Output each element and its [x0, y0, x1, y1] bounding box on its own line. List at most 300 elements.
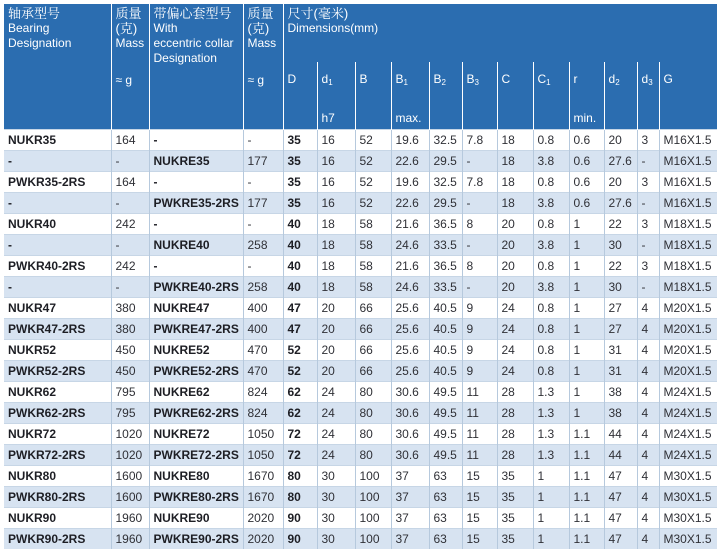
- table-cell: 37: [391, 507, 429, 528]
- table-row: [4, 129, 717, 150]
- table-cell: 58: [355, 255, 391, 276]
- table-cell: 30: [317, 465, 355, 486]
- header-dimensions-cn: 尺寸(毫米): [287, 6, 349, 21]
- table-cell: -: [111, 150, 149, 171]
- table-cell: 15: [462, 465, 497, 486]
- table-cell: 1: [533, 507, 569, 528]
- header-dim-subscript: 3: [648, 78, 653, 87]
- table-cell: 24: [497, 360, 533, 381]
- table-cell: 400: [243, 297, 283, 318]
- table-cell: 1: [533, 465, 569, 486]
- table-cell: NUKR40: [4, 213, 111, 234]
- table-cell: PWKR52-2RS: [4, 360, 111, 381]
- table-cell: 164: [111, 171, 149, 192]
- table-cell: 0.8: [533, 171, 569, 192]
- header-dim-subscript: 2: [441, 78, 446, 87]
- table-cell: 3: [637, 171, 659, 192]
- table-cell: 52: [283, 339, 317, 360]
- table-cell: 20: [604, 171, 637, 192]
- header-mass-cn1: 质量: [115, 6, 142, 21]
- table-cell: 24: [317, 444, 355, 465]
- table-row: [4, 213, 717, 234]
- table-row: [4, 528, 717, 549]
- table-cell: -: [149, 255, 243, 276]
- header-dim-1: [317, 62, 355, 129]
- table-cell: 15: [462, 507, 497, 528]
- header-dim-4: [429, 62, 462, 129]
- header-dim-3: [391, 62, 429, 129]
- header-dim-symbol: [360, 72, 387, 87]
- table-cell: 1: [569, 339, 604, 360]
- table-cell: NUKR35: [4, 129, 111, 150]
- table-cell: 380: [111, 318, 149, 339]
- table-row: [4, 507, 717, 528]
- table-cell: 52: [355, 171, 391, 192]
- table-cell: PWKRE47-2RS: [149, 318, 243, 339]
- table-cell: 58: [355, 276, 391, 297]
- table-cell: -: [243, 255, 283, 276]
- header-dim-main: d: [321, 72, 329, 86]
- table-cell: 49.5: [429, 381, 462, 402]
- table-cell: 0.6: [569, 129, 604, 150]
- table-header: [4, 4, 717, 129]
- table-cell: 62: [283, 381, 317, 402]
- table-cell: 38: [604, 381, 637, 402]
- table-cell: 30: [604, 276, 637, 297]
- header-dim-symbol: [288, 72, 313, 87]
- table-cell: 24: [317, 423, 355, 444]
- table-cell: 1.3: [533, 423, 569, 444]
- table-body: [4, 129, 717, 549]
- table-cell: 37: [391, 465, 429, 486]
- table-cell: 63: [429, 465, 462, 486]
- table-cell: 177: [243, 192, 283, 213]
- table-cell: M20X1.5: [659, 297, 717, 318]
- header-mass-en: Mass: [115, 36, 145, 50]
- table-cell: -: [149, 129, 243, 150]
- table-cell: 22: [604, 255, 637, 276]
- table-cell: 0.8: [533, 318, 569, 339]
- table-cell: 4: [637, 360, 659, 381]
- table-cell: 4: [637, 444, 659, 465]
- header-dimensions-en: Dimensions(mm): [287, 21, 379, 35]
- table-cell: 1: [569, 360, 604, 381]
- table-cell: 33.5: [429, 276, 462, 297]
- header-dim-symbol: [434, 72, 458, 90]
- table-cell: 3.8: [533, 276, 569, 297]
- table-cell: 37: [391, 486, 429, 507]
- table-cell: 18: [317, 255, 355, 276]
- table-cell: 66: [355, 360, 391, 381]
- table-cell: 22.6: [391, 192, 429, 213]
- table-cell: 30.6: [391, 381, 429, 402]
- table-cell: 7.8: [462, 171, 497, 192]
- table-cell: PWKR40-2RS: [4, 255, 111, 276]
- table-cell: 80: [355, 444, 391, 465]
- table-cell: PWKR47-2RS: [4, 318, 111, 339]
- table-cell: PWKRE80-2RS: [149, 486, 243, 507]
- header-dim-main: r: [573, 72, 578, 86]
- table-cell: 3.8: [533, 234, 569, 255]
- table-cell: 100: [355, 486, 391, 507]
- table-cell: 1: [569, 213, 604, 234]
- table-cell: 4: [637, 528, 659, 549]
- table-cell: 40.5: [429, 360, 462, 381]
- table-cell: NUKRE80: [149, 465, 243, 486]
- header-dim-symbol: [538, 72, 565, 90]
- table-cell: 0.8: [533, 297, 569, 318]
- table-cell: 1.1: [569, 465, 604, 486]
- table-cell: M24X1.5: [659, 402, 717, 423]
- table-cell: 1600: [111, 465, 149, 486]
- table-cell: -: [462, 276, 497, 297]
- header-mass-cn2: (克): [115, 21, 138, 36]
- table-cell: 32.5: [429, 171, 462, 192]
- table-cell: 40.5: [429, 318, 462, 339]
- table-cell: 40: [283, 276, 317, 297]
- bearing-spec-table: [4, 4, 717, 549]
- table-cell: PWKR90-2RS: [4, 528, 111, 549]
- table-cell: 4: [637, 339, 659, 360]
- table-cell: 1: [569, 255, 604, 276]
- table-cell: 27: [604, 318, 637, 339]
- table-cell: PWKR72-2RS: [4, 444, 111, 465]
- table-cell: 18: [497, 129, 533, 150]
- table-cell: 1.3: [533, 402, 569, 423]
- table-cell: 27: [604, 297, 637, 318]
- table-cell: 63: [429, 507, 462, 528]
- header-dim-9: [604, 62, 637, 129]
- header-bearing-designation: [4, 4, 111, 129]
- header-collar-mass-cn2: (克): [247, 21, 270, 36]
- table-cell: 35: [497, 507, 533, 528]
- table-cell: PWKR80-2RS: [4, 486, 111, 507]
- table-row: [4, 402, 717, 423]
- table-cell: 4: [637, 507, 659, 528]
- header-dim-subscript: 1: [328, 78, 333, 87]
- table-cell: -: [637, 276, 659, 297]
- header-dim-subscript: 1: [403, 78, 408, 87]
- table-cell: 80: [283, 465, 317, 486]
- table-cell: 258: [243, 234, 283, 255]
- table-cell: M24X1.5: [659, 444, 717, 465]
- table-cell: 21.6: [391, 255, 429, 276]
- table-cell: 47: [283, 318, 317, 339]
- table-cell: 18: [497, 171, 533, 192]
- table-cell: 35: [283, 150, 317, 171]
- table-cell: 63: [429, 528, 462, 549]
- table-cell: -: [4, 192, 111, 213]
- header-bearing-cn: 轴承型号: [8, 6, 61, 21]
- table-cell: 9: [462, 339, 497, 360]
- table-cell: NUKR47: [4, 297, 111, 318]
- table-cell: 90: [283, 528, 317, 549]
- table-cell: 20: [497, 276, 533, 297]
- table-cell: 16: [317, 129, 355, 150]
- table-cell: 4: [637, 318, 659, 339]
- table-cell: 400: [243, 318, 283, 339]
- table-cell: 470: [243, 339, 283, 360]
- table-cell: M30X1.5: [659, 465, 717, 486]
- table-cell: 27.6: [604, 150, 637, 171]
- table-cell: 824: [243, 402, 283, 423]
- table-cell: 40.5: [429, 339, 462, 360]
- table-cell: 0.8: [533, 360, 569, 381]
- table-cell: M16X1.5: [659, 150, 717, 171]
- table-row: [4, 150, 717, 171]
- table-cell: 20: [317, 318, 355, 339]
- table-cell: 100: [355, 507, 391, 528]
- table-cell: 1: [569, 402, 604, 423]
- header-dim-11: [659, 62, 717, 129]
- table-cell: 1.1: [569, 423, 604, 444]
- header-dim-symbol: [396, 72, 425, 90]
- table-cell: 258: [243, 276, 283, 297]
- header-dim-symbol: [664, 72, 714, 87]
- table-cell: 164: [111, 129, 149, 150]
- table-cell: 380: [111, 297, 149, 318]
- table-cell: PWKRE90-2RS: [149, 528, 243, 549]
- table-cell: 28: [497, 423, 533, 444]
- header-dim-symbol: [609, 72, 633, 90]
- table-cell: M20X1.5: [659, 318, 717, 339]
- table-cell: 52: [283, 360, 317, 381]
- table-cell: NUKR72: [4, 423, 111, 444]
- header-collar-en3: Designation: [153, 51, 217, 65]
- header-dim-main: B: [359, 72, 368, 86]
- table-cell: -: [462, 150, 497, 171]
- table-cell: 1.3: [533, 444, 569, 465]
- table-cell: NUKR52: [4, 339, 111, 360]
- table-cell: 1050: [243, 423, 283, 444]
- table-cell: 100: [355, 528, 391, 549]
- table-cell: M18X1.5: [659, 276, 717, 297]
- table-cell: 30: [317, 507, 355, 528]
- table-cell: 30: [317, 486, 355, 507]
- header-collar-mass-cn1: 质量: [247, 6, 274, 21]
- table-cell: 31: [604, 339, 637, 360]
- table-cell: 19.6: [391, 129, 429, 150]
- table-cell: 40.5: [429, 297, 462, 318]
- table-cell: 36.5: [429, 255, 462, 276]
- table-cell: -: [243, 129, 283, 150]
- table-cell: M24X1.5: [659, 381, 717, 402]
- table-cell: 3: [637, 213, 659, 234]
- table-cell: M16X1.5: [659, 171, 717, 192]
- table-cell: 18: [317, 276, 355, 297]
- table-cell: 100: [355, 465, 391, 486]
- header-dim-subscript: 1: [546, 78, 551, 87]
- table-cell: 47: [604, 465, 637, 486]
- table-row: [4, 255, 717, 276]
- table-cell: 11: [462, 381, 497, 402]
- header-collar-en1: With: [153, 21, 178, 35]
- table-cell: 0.6: [569, 150, 604, 171]
- header-dim-10: [637, 62, 659, 129]
- table-cell: 66: [355, 318, 391, 339]
- header-dim-2: [355, 62, 391, 129]
- header-dim-note: max.: [395, 110, 422, 125]
- table-cell: NUKR90: [4, 507, 111, 528]
- header-dim-subscript: 3: [474, 78, 479, 87]
- table-cell: 1: [569, 318, 604, 339]
- table-cell: 30.6: [391, 444, 429, 465]
- table-cell: 22: [604, 213, 637, 234]
- table-cell: 1960: [111, 528, 149, 549]
- table-cell: NUKRE62: [149, 381, 243, 402]
- table-cell: 3: [637, 129, 659, 150]
- table-cell: 1: [569, 297, 604, 318]
- table-cell: 30: [317, 528, 355, 549]
- table-cell: 20: [317, 297, 355, 318]
- header-dim-main: C: [537, 72, 547, 86]
- table-cell: 18: [497, 192, 533, 213]
- table-cell: -: [243, 213, 283, 234]
- table-cell: 1020: [111, 444, 149, 465]
- table-cell: 824: [243, 381, 283, 402]
- table-cell: -: [111, 234, 149, 255]
- table-cell: 9: [462, 297, 497, 318]
- table-cell: 1.3: [533, 381, 569, 402]
- table-cell: 20: [604, 129, 637, 150]
- table-cell: -: [637, 192, 659, 213]
- table-cell: 470: [243, 360, 283, 381]
- header-dim-main: D: [287, 72, 297, 86]
- table-cell: 11: [462, 423, 497, 444]
- table-cell: 9: [462, 360, 497, 381]
- table-cell: 11: [462, 402, 497, 423]
- table-cell: 90: [283, 507, 317, 528]
- table-cell: 29.5: [429, 150, 462, 171]
- table-cell: 0.6: [569, 171, 604, 192]
- table-cell: M30X1.5: [659, 528, 717, 549]
- table-row: [4, 465, 717, 486]
- table-cell: M16X1.5: [659, 192, 717, 213]
- table-cell: 44: [604, 423, 637, 444]
- table-cell: 11: [462, 444, 497, 465]
- table-cell: 58: [355, 234, 391, 255]
- table-cell: 58: [355, 213, 391, 234]
- table-cell: NUKRE72: [149, 423, 243, 444]
- table-cell: 35: [283, 192, 317, 213]
- table-cell: M24X1.5: [659, 423, 717, 444]
- table-cell: 25.6: [391, 297, 429, 318]
- header-dim-main: B: [466, 72, 475, 86]
- header-dim-6: [497, 62, 533, 129]
- table-cell: 450: [111, 339, 149, 360]
- table-row: [4, 444, 717, 465]
- table-cell: 47: [604, 528, 637, 549]
- table-row: [4, 171, 717, 192]
- table-cell: M20X1.5: [659, 339, 717, 360]
- table-cell: 8: [462, 255, 497, 276]
- table-cell: PWKRE40-2RS: [149, 276, 243, 297]
- table-cell: 24: [497, 318, 533, 339]
- table-cell: 4: [637, 465, 659, 486]
- table-cell: M30X1.5: [659, 507, 717, 528]
- table-cell: -: [4, 150, 111, 171]
- table-cell: 1050: [243, 444, 283, 465]
- table-cell: NUKRE35: [149, 150, 243, 171]
- table-row: [4, 360, 717, 381]
- header-collar-mass-unit: ≈ g: [247, 73, 265, 87]
- header-dim-main: B: [433, 72, 442, 86]
- table-cell: 30: [604, 234, 637, 255]
- table-cell: -: [243, 171, 283, 192]
- table-cell: 24.6: [391, 234, 429, 255]
- table-cell: 24: [317, 402, 355, 423]
- table-cell: 62: [283, 402, 317, 423]
- header-dim-main: B: [395, 72, 404, 86]
- table-cell: 1.1: [569, 528, 604, 549]
- header-bearing-en1: Bearing: [8, 21, 50, 35]
- table-cell: -: [111, 276, 149, 297]
- table-row: [4, 318, 717, 339]
- header-collar-cn: 带偏心套型号: [153, 6, 232, 21]
- header-mass: [111, 4, 149, 129]
- table-cell: 25.6: [391, 339, 429, 360]
- table-cell: 795: [111, 402, 149, 423]
- table-cell: 1: [533, 528, 569, 549]
- table-cell: 16: [317, 171, 355, 192]
- table-cell: 29.5: [429, 192, 462, 213]
- table-cell: 18: [497, 150, 533, 171]
- header-collar-en2: eccentric collar: [153, 36, 234, 50]
- table-cell: 1670: [243, 486, 283, 507]
- table-cell: PWKR62-2RS: [4, 402, 111, 423]
- table-cell: 18: [317, 234, 355, 255]
- table-cell: 19.6: [391, 171, 429, 192]
- table-cell: 1.1: [569, 507, 604, 528]
- table-cell: 35: [497, 486, 533, 507]
- table-cell: PWKRE35-2RS: [149, 192, 243, 213]
- table-cell: 4: [637, 486, 659, 507]
- table-cell: NUKRE40: [149, 234, 243, 255]
- table-cell: 49.5: [429, 402, 462, 423]
- table-cell: 4: [637, 423, 659, 444]
- table-cell: 20: [497, 255, 533, 276]
- table-cell: 1020: [111, 423, 149, 444]
- table-cell: 450: [111, 360, 149, 381]
- header-dim-note: min.: [573, 110, 597, 125]
- header-dim-note: h7: [321, 110, 335, 125]
- table-cell: 35: [283, 171, 317, 192]
- table-cell: 0.6: [569, 192, 604, 213]
- table-cell: PWKRE62-2RS: [149, 402, 243, 423]
- header-dim-subscript: 2: [615, 78, 620, 87]
- header-dim-main: d: [608, 72, 616, 86]
- table-cell: 1960: [111, 507, 149, 528]
- table-cell: 177: [243, 150, 283, 171]
- table-cell: 32.5: [429, 129, 462, 150]
- table-cell: 72: [283, 423, 317, 444]
- header-dim-7: [533, 62, 569, 129]
- table-cell: NUKRE90: [149, 507, 243, 528]
- table-cell: 1: [569, 234, 604, 255]
- table-cell: 2020: [243, 528, 283, 549]
- header-dim-symbol: [322, 72, 351, 90]
- table-cell: 25.6: [391, 318, 429, 339]
- table-row: [4, 234, 717, 255]
- table-cell: PWKR35-2RS: [4, 171, 111, 192]
- table-cell: PWKRE72-2RS: [149, 444, 243, 465]
- table-cell: 4: [637, 402, 659, 423]
- table-cell: M20X1.5: [659, 360, 717, 381]
- table-cell: -: [462, 192, 497, 213]
- table-cell: 40: [283, 234, 317, 255]
- table-cell: 52: [355, 192, 391, 213]
- table-cell: PWKRE52-2RS: [149, 360, 243, 381]
